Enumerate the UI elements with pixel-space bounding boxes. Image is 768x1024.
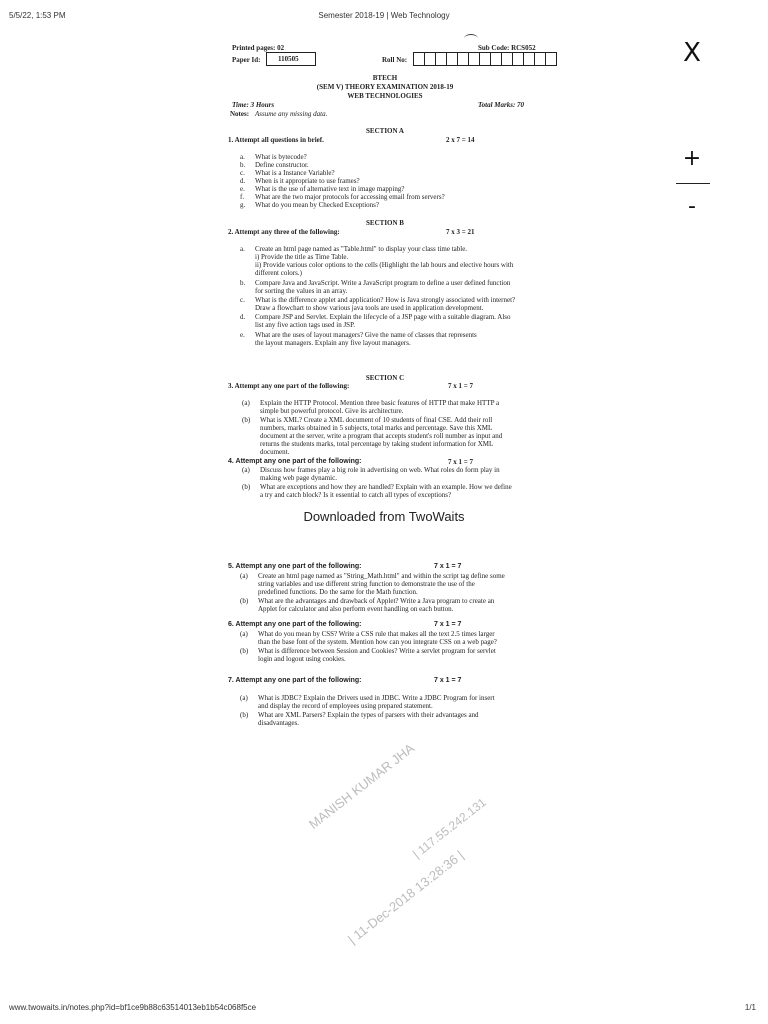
- part-line: What is difference between Session and Cookies? Write a servlet program for servlet: [258, 647, 496, 655]
- part-line: What are the advantages and drawback of Applet? Write a Java program to create an: [258, 597, 495, 605]
- part-line: predefined functions. Do the same for the Math function.: [258, 588, 418, 596]
- question-label: g.: [240, 201, 246, 209]
- part-line: Create an html page named as "String_Math.html" and within the script tag define some: [258, 572, 505, 580]
- part-label: (a): [242, 466, 250, 474]
- part-line: What are XML Parsers? Explain the types of parsers with their advantages and: [258, 711, 479, 719]
- question-line: for sorting the values in an array.: [255, 287, 348, 295]
- section-b-title: SECTION B: [366, 219, 404, 227]
- question-line: i) Provide the title as Time Table.: [255, 253, 349, 261]
- watermark-name: MANISH KUMAR JHA: [306, 740, 418, 832]
- question-text: What is bytecode?: [255, 153, 307, 161]
- paper-id-value: 110505: [278, 55, 299, 63]
- section-a-instruction: 1. Attempt all questions in brief.: [228, 136, 324, 144]
- section-b-marks: 7 x 3 = 21: [446, 228, 475, 236]
- question-text: What is the use of alternative text in image mapping?: [255, 185, 405, 193]
- part-line: returns the students marks, total percentage by taking student information for XML: [260, 440, 494, 448]
- download-banner: Downloaded from TwoWaits: [303, 509, 465, 524]
- question-line: What is the difference applet and application? How is Java strongly associated with internet?: [255, 296, 516, 304]
- exam-title: (SEM V) THEORY EXAMINATION 2018-19: [316, 83, 454, 91]
- section-b-instruction: 2. Attempt any three of the following:: [228, 228, 340, 236]
- part-line: login and logout using cookies.: [258, 655, 346, 663]
- part-label: (b): [242, 483, 251, 491]
- question-text: When is it appropriate to use frames?: [255, 177, 360, 185]
- close-button[interactable]: X: [683, 38, 701, 68]
- q4-marks: 7 x 1 = 7: [448, 458, 473, 466]
- q4-instruction: 4. Attempt any one part of the following:: [228, 458, 362, 465]
- q5-instruction: 5. Attempt any one part of the following:: [228, 563, 362, 570]
- part-line: string variables and use different string function to demonstrate the use of the: [258, 580, 475, 588]
- q3-marks: 7 x 1 = 7: [448, 382, 473, 390]
- part-line: a try and catch block? Is it essential to catch all types of exceptions?: [260, 491, 452, 499]
- question-label: c.: [240, 169, 245, 177]
- part-line: document.: [260, 448, 290, 456]
- question-line: What are the uses of layout managers? Give the name of classes that represents: [255, 331, 477, 339]
- question-label: d.: [240, 313, 246, 321]
- zoom-out-button[interactable]: -: [688, 194, 696, 219]
- print-timestamp: 5/5/22, 1:53 PM: [9, 11, 66, 20]
- question-label: c.: [240, 296, 245, 304]
- print-page-count: 1/1: [744, 1003, 756, 1012]
- question-label: b.: [240, 279, 246, 287]
- print-url: www.twowaits.in/notes.php?id=bf1ce9b88c63514013eb1b54c068f5ce: [9, 1003, 257, 1012]
- subject-title: WEB TECHNOLOGIES: [347, 92, 423, 100]
- part-line: disadvantages.: [258, 719, 300, 727]
- section-c-title: SECTION C: [365, 374, 405, 382]
- question-label: b.: [240, 161, 246, 169]
- q7-marks: 7 x 1 = 7: [434, 677, 462, 684]
- question-line: Compare Java and JavaScript. Write a JavaScript program to define a user defined function: [255, 279, 511, 287]
- watermark-date: | 11-Dec-2018 13:28:36 |: [345, 847, 467, 947]
- part-label: (b): [240, 597, 249, 605]
- question-text: What is a Instance Variable?: [255, 169, 335, 177]
- question-line: different colors.): [255, 269, 302, 277]
- part-label: (a): [242, 399, 250, 407]
- part-line: simple but powerful protocol. Give its architecture.: [260, 407, 404, 415]
- arrow-mark: [464, 34, 478, 43]
- part-label: (a): [240, 694, 248, 702]
- section-a-title: SECTION A: [366, 127, 404, 135]
- part-line: numbers, marks obtained in 5 subjects, total marks and percentage. Save this XML: [260, 424, 493, 432]
- roll-no-boxes: [414, 52, 557, 66]
- zoom-divider: [676, 183, 710, 184]
- section-a-marks: 2 x 7 = 14: [446, 136, 475, 144]
- question-line: list any five action tags used in JSP.: [255, 321, 355, 329]
- part-label: (a): [240, 572, 248, 580]
- degree: BTECH: [372, 74, 398, 82]
- roll-no-label: Roll No:: [382, 56, 408, 64]
- notes-label: Notes:: [230, 110, 250, 118]
- question-label: a.: [240, 153, 245, 161]
- question-line: ii) Provide various color options to the cells (Highlight the lab hours and elective hours with: [255, 261, 514, 269]
- part-line: Explain the HTTP Protocol. Mention three basic features of HTTP that make HTTP a: [260, 399, 500, 407]
- notes-text: Assume any missing data.: [255, 110, 328, 118]
- print-page-title: Semester 2018-19 | Web Technology: [318, 11, 450, 20]
- question-label: f.: [240, 193, 245, 201]
- part-line: What are exceptions and how they are handled? Explain with an example. How we define: [260, 483, 512, 491]
- sub-code: Sub Code: RCS052: [478, 44, 536, 52]
- q6-instruction: 6. Attempt any one part of the following:: [228, 621, 362, 628]
- paper-id-label: Paper Id:: [232, 56, 261, 64]
- exam-paper: [224, 40, 546, 1010]
- question-text: What do you mean by Checked Exceptions?: [255, 201, 380, 209]
- question-text: What are the two major protocols for accessing email from servers?: [255, 193, 445, 201]
- printed-pages: Printed pages: 02: [232, 44, 285, 52]
- part-line: Applet for calculator and also perform event handling on each button.: [258, 605, 454, 613]
- question-line: Create an html page named as "Table.html" to display your class time table.: [255, 245, 468, 253]
- question-text: Define constructor.: [255, 161, 309, 169]
- q6-marks: 7 x 1 = 7: [434, 621, 462, 628]
- question-line: the layout managers. Explain any five layout managers.: [255, 339, 411, 347]
- watermark-ip: | 117.55.242.131: [410, 795, 489, 862]
- question-label: e.: [240, 185, 245, 193]
- part-line: document at the server, write a program that accepts student's roll number as input and: [260, 432, 503, 440]
- total-marks: Total Marks: 70: [478, 101, 525, 109]
- part-line: What do you mean by CSS? Write a CSS rule that makes all the text 2.5 times larger: [258, 630, 495, 638]
- part-label: (b): [242, 416, 251, 424]
- q3-instruction: 3. Attempt any one part of the following:: [228, 382, 350, 390]
- question-label: e.: [240, 331, 245, 339]
- part-line: What is XML? Create a XML document of 10 students of final CSE. Add their roll: [260, 416, 493, 424]
- part-line: Discuss how frames play a big role in advertising on web. What roles do form play in: [260, 466, 500, 474]
- question-line: Draw a flowchart to show various java tools are used in application development.: [255, 304, 484, 312]
- q7-instruction: 7. Attempt any one part of the following:: [228, 677, 362, 684]
- part-line: than the base font of the system. Mention how can you integrate CSS on a web page?: [258, 638, 497, 646]
- part-label: (a): [240, 630, 248, 638]
- part-label: (b): [240, 647, 249, 655]
- question-line: Compare JSP and Servlet. Explain the lifecycle of a JSP page with a suitable diagram. Also: [255, 313, 511, 321]
- q5-marks: 7 x 1 = 7: [434, 563, 462, 570]
- part-label: (b): [240, 711, 249, 719]
- question-label: a.: [240, 245, 245, 253]
- zoom-in-button[interactable]: +: [682, 146, 702, 171]
- question-label: d.: [240, 177, 246, 185]
- part-line: and display the record of employees using prepared statement.: [258, 702, 433, 710]
- part-line: What is JDBC? Explain the Drivers used in JDBC. Write a JDBC Program for insert: [258, 694, 495, 702]
- time-allowed: Time: 3 Hours: [232, 101, 275, 109]
- part-line: making web page dynamic.: [260, 474, 337, 482]
